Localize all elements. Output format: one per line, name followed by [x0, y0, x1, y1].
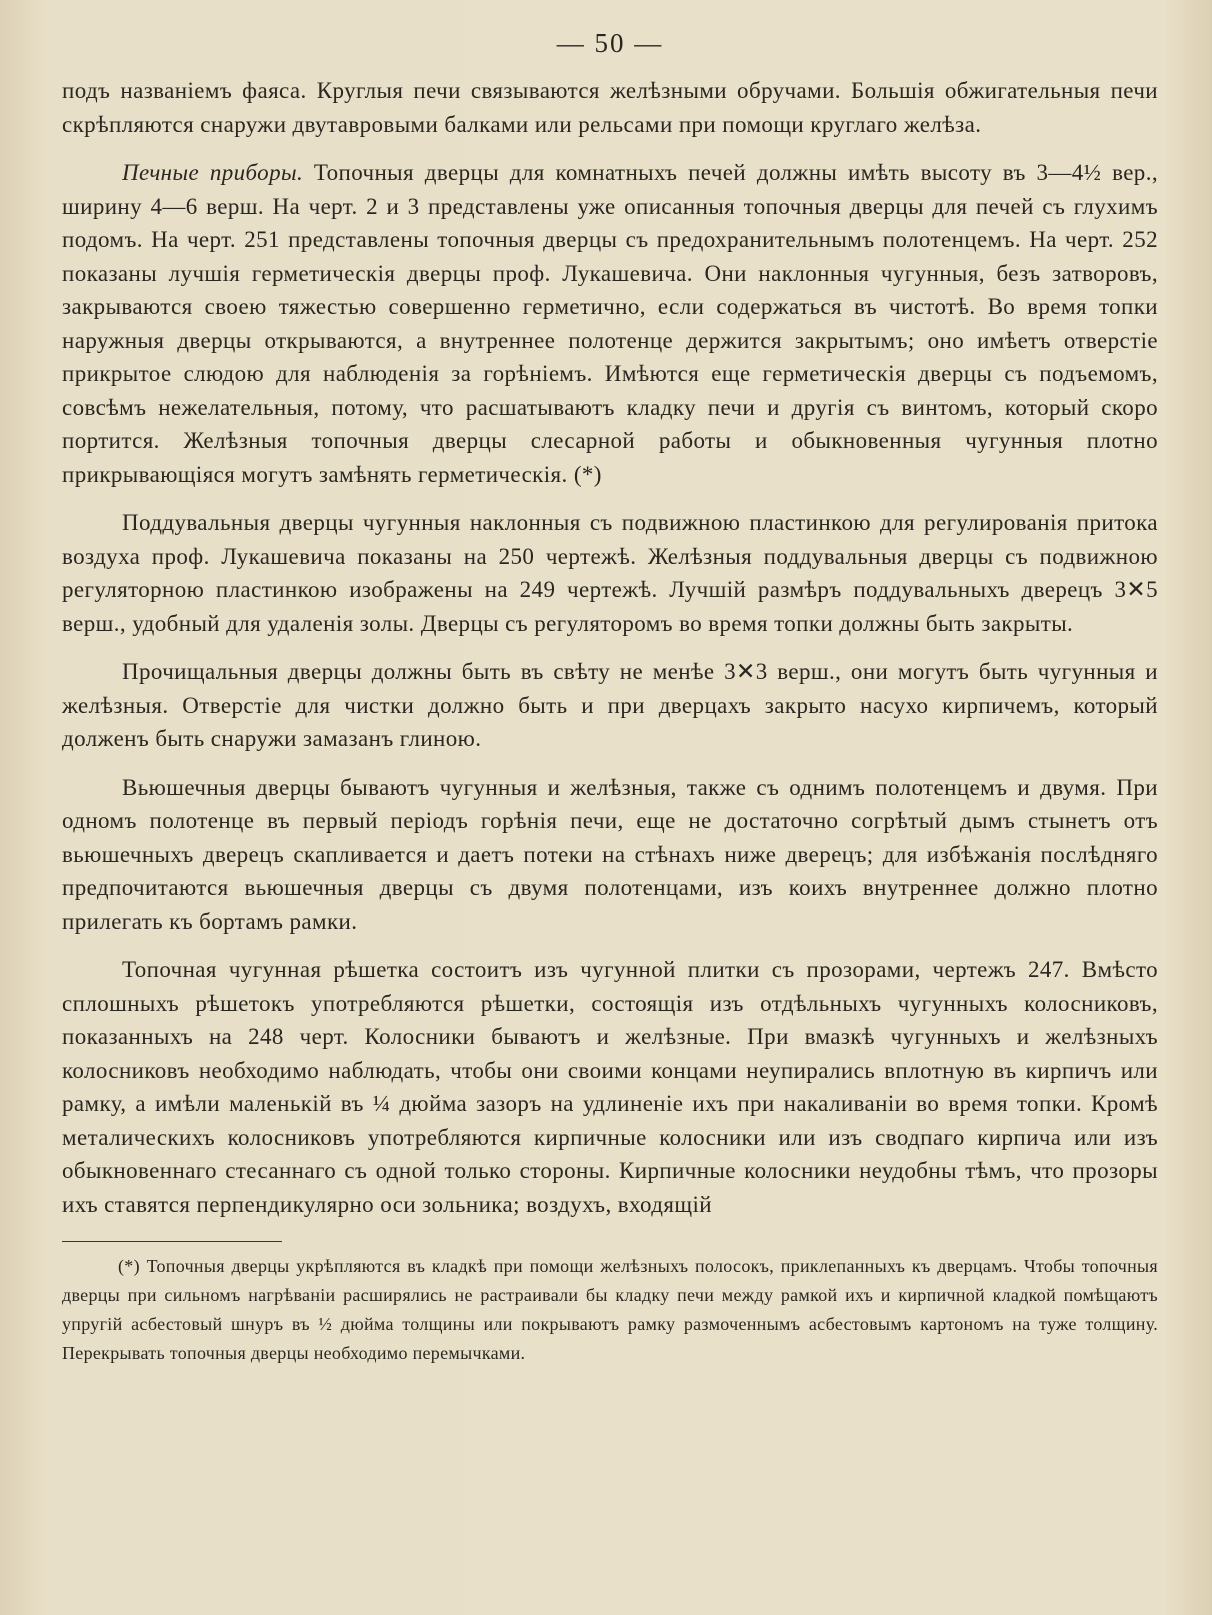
paragraph: Топочная чугунная рѣшетка состоитъ изъ чугунной плитки съ прозорами, чертежъ 247. Вмѣсто сплошныхъ рѣшетокъ употребляются рѣшетки, состоящія изъ отдѣльныхъ чугунныхъ колосниковъ, показанныхъ на 248 черт. Колосники бываютъ и желѣзные. При вмазкѣ чугунныхъ и желѣзныхъ колосниковъ необходимо наблюдать, чтобы они своими концами неупирались вплотную въ кирпичъ или рамку, а имѣли маленькій въ ¼ дюйма зазоръ на удлиненіе ихъ при накаливаніи во время топки. Кромѣ металическихъ колосниковъ употребляются кирпичные колосники или изъ сводпаго кирпича или изъ обыкновеннаго стесаннаго съ одной только стороны. Кирпичные колосники неудобны тѣмъ, что прозоры ихъ ставятся перпендикулярно оси зольника; воздухъ, входящій: [62, 957, 1158, 1217]
paragraph: Прочищальныя дверцы должны быть въ свѣту не менѣе 3✕3 верш., они могутъ быть чугунныя и желѣзныя. Отверстіе для чистки должно быть и при дверцахъ закрыто насухо кирпичемъ, который долженъ быть снаружи замазанъ глиною.: [62, 659, 1158, 751]
paragraph: подъ названіемъ фаяса. Круглыя печи связываются желѣзными обручами. Большія обжигательныя печи скрѣпляются снаружи двутавровыми балками или рельсами при помощи круглаго желѣза.: [62, 78, 1158, 137]
page-number: — 50 —: [556, 28, 664, 58]
footnote-divider: [62, 1241, 282, 1242]
section-heading-inline: Печные приборы.: [122, 160, 304, 185]
paragraph: Вьюшечныя дверцы бываютъ чугунныя и желѣзныя, также съ однимъ полотенцемъ и двумя. При одномъ полотенце въ первый періодъ горѣнія печи, еще не достаточно согрѣтый дымъ стынетъ отъ вьюшечныхъ дверецъ скапливается и даетъ потеки на стѣнахъ ниже дверецъ; для избѣжанія послѣдняго предпочитаются вьюшечныя дверцы съ двумя полотенцами, изъ коихъ внутреннее должно плотно прилегать къ бортамъ рамки.: [62, 774, 1158, 934]
footnote-text: (*) Топочныя дверцы укрѣпляются въ кладкѣ при помощи желѣзныхъ полосокъ, приклепанныхъ къ дверцамъ. Чтобы топочныя дверцы при сильномъ нагрѣваніи расширялись не растраивали бы кладку печи между рамкой ихъ и кирпичной кладкой помѣщаютъ упругій асбестовый шнуръ въ ½ дюйма толщины или покрываютъ рамку размоченнымъ асбестовымъ картономъ на туже толщину. Перекрывать топочныя дверцы необходимо перемычками.: [62, 1256, 1158, 1363]
paragraph: [62, 156, 1158, 491]
paragraph-text: Топочныя дверцы для комнатныхъ печей должны имѣть высоту въ 3—4½ вер., ширину 4—6 верш. На черт. 2 и 3 представлены уже описанныя топочныя дверцы для печей съ глухимъ подомъ. На черт. 251 представлены топочныя дверцы съ предохранительнымъ полотенцемъ. На черт. 252 показаны лучшія герметическія дверцы проф. Лукашевича. Они наклонныя чугунныя, безъ затворовъ, закрываются своею тяжестью совершенно герметично, если содержаться въ чистотѣ. Во время топки наружныя дверцы открываются, а внутреннее полотенце держится закрытымъ; оно имѣетъ отверстіе прикрытое слюдою для наблюденія за горѣніемъ. Имѣются еще герметическія дверцы съ подъемомъ, совсѣмъ нежелательныя, потому, что расшатываютъ кладку печи и другія съ винтомъ, который скоро портится. Желѣзныя топочныя дверцы слесарной работы и обыкновенныя чугунныя плотно прикрывающіяся могутъ замѣнять герметическія. (*): [62, 160, 1159, 487]
footnote: [62, 1252, 1158, 1368]
paragraph: Поддувальныя дверцы чугунныя наклонныя съ подвижною пластинкою для регулированія притока воздуха проф. Лукашевича показаны на 250 чертежѣ. Желѣзныя поддувальныя дверцы съ подвижною регуляторною пластинкою изображены на 249 чертежѣ. Лучшій размѣръ поддувальныхъ дверецъ 3✕5 верш., удобный для удаленія золы. Дверцы съ регуляторомъ во время топки должны быть закрыты.: [62, 510, 1158, 636]
body-text: [62, 74, 1158, 1221]
